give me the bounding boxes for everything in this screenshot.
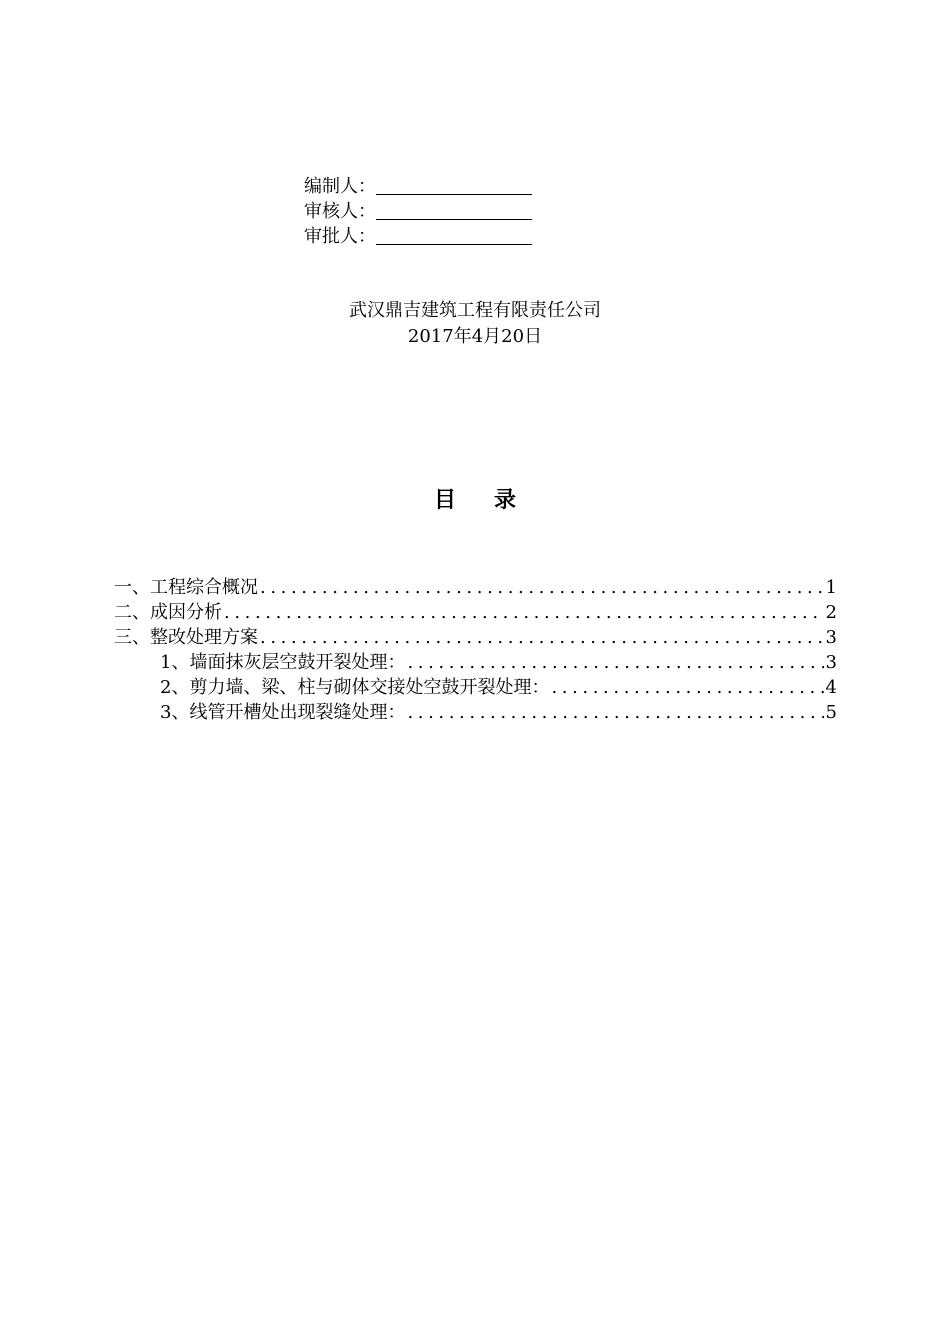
toc-entry-text: 2、剪力墙、梁、柱与砌体交接处空鼓开裂处理： (160, 677, 550, 698)
signature-blank-line (376, 176, 532, 195)
toc-leader-dots (260, 575, 824, 600)
toc-subentry[interactable] (114, 700, 837, 725)
signature-label: 审批人： (304, 226, 376, 247)
toc-entry-text: 三、整改处理方案 (114, 627, 258, 648)
toc-leader-dots (224, 600, 824, 625)
toc-page-number: 4 (825, 677, 837, 698)
signature-blank-line (376, 226, 532, 245)
toc-subentry[interactable] (114, 650, 837, 675)
toc-entry[interactable] (114, 600, 837, 625)
company-name: 武汉鼎吉建筑工程有限责任公司 (349, 300, 601, 321)
signature-label: 编制人： (304, 176, 376, 197)
toc-leader-dots (407, 700, 823, 725)
signature-blank-line (376, 201, 532, 220)
signature-row-reviewer (304, 199, 564, 224)
signature-label: 审核人： (304, 201, 376, 222)
toc-leader-dots (407, 650, 823, 675)
table-of-contents (114, 575, 837, 725)
toc-page-number: 5 (825, 702, 837, 723)
toc-entry-text: 1、墙面抹灰层空鼓开裂处理： (160, 652, 406, 673)
signature-row-approver (304, 224, 564, 249)
toc-entry-text: 3、线管开槽处出现裂缝处理： (160, 702, 406, 723)
toc-page-number: 3 (825, 652, 837, 673)
toc-entry-text: 二、成因分析 (114, 602, 222, 623)
toc-leader-dots (260, 625, 824, 650)
toc-subentry[interactable] (114, 675, 837, 700)
document-date: 2017年4月20日 (407, 326, 543, 347)
toc-entry[interactable] (114, 625, 837, 650)
toc-entry[interactable] (114, 575, 837, 600)
signature-block (304, 174, 564, 249)
toc-entry-text: 一、工程综合概况 (114, 577, 258, 598)
toc-page-number: 3 (825, 627, 837, 648)
toc-page-number: 2 (825, 602, 837, 623)
toc-page-number: 1 (825, 577, 837, 598)
toc-heading: 目录 (433, 487, 554, 513)
toc-leader-dots (551, 675, 823, 700)
signature-row-editor (304, 174, 564, 199)
